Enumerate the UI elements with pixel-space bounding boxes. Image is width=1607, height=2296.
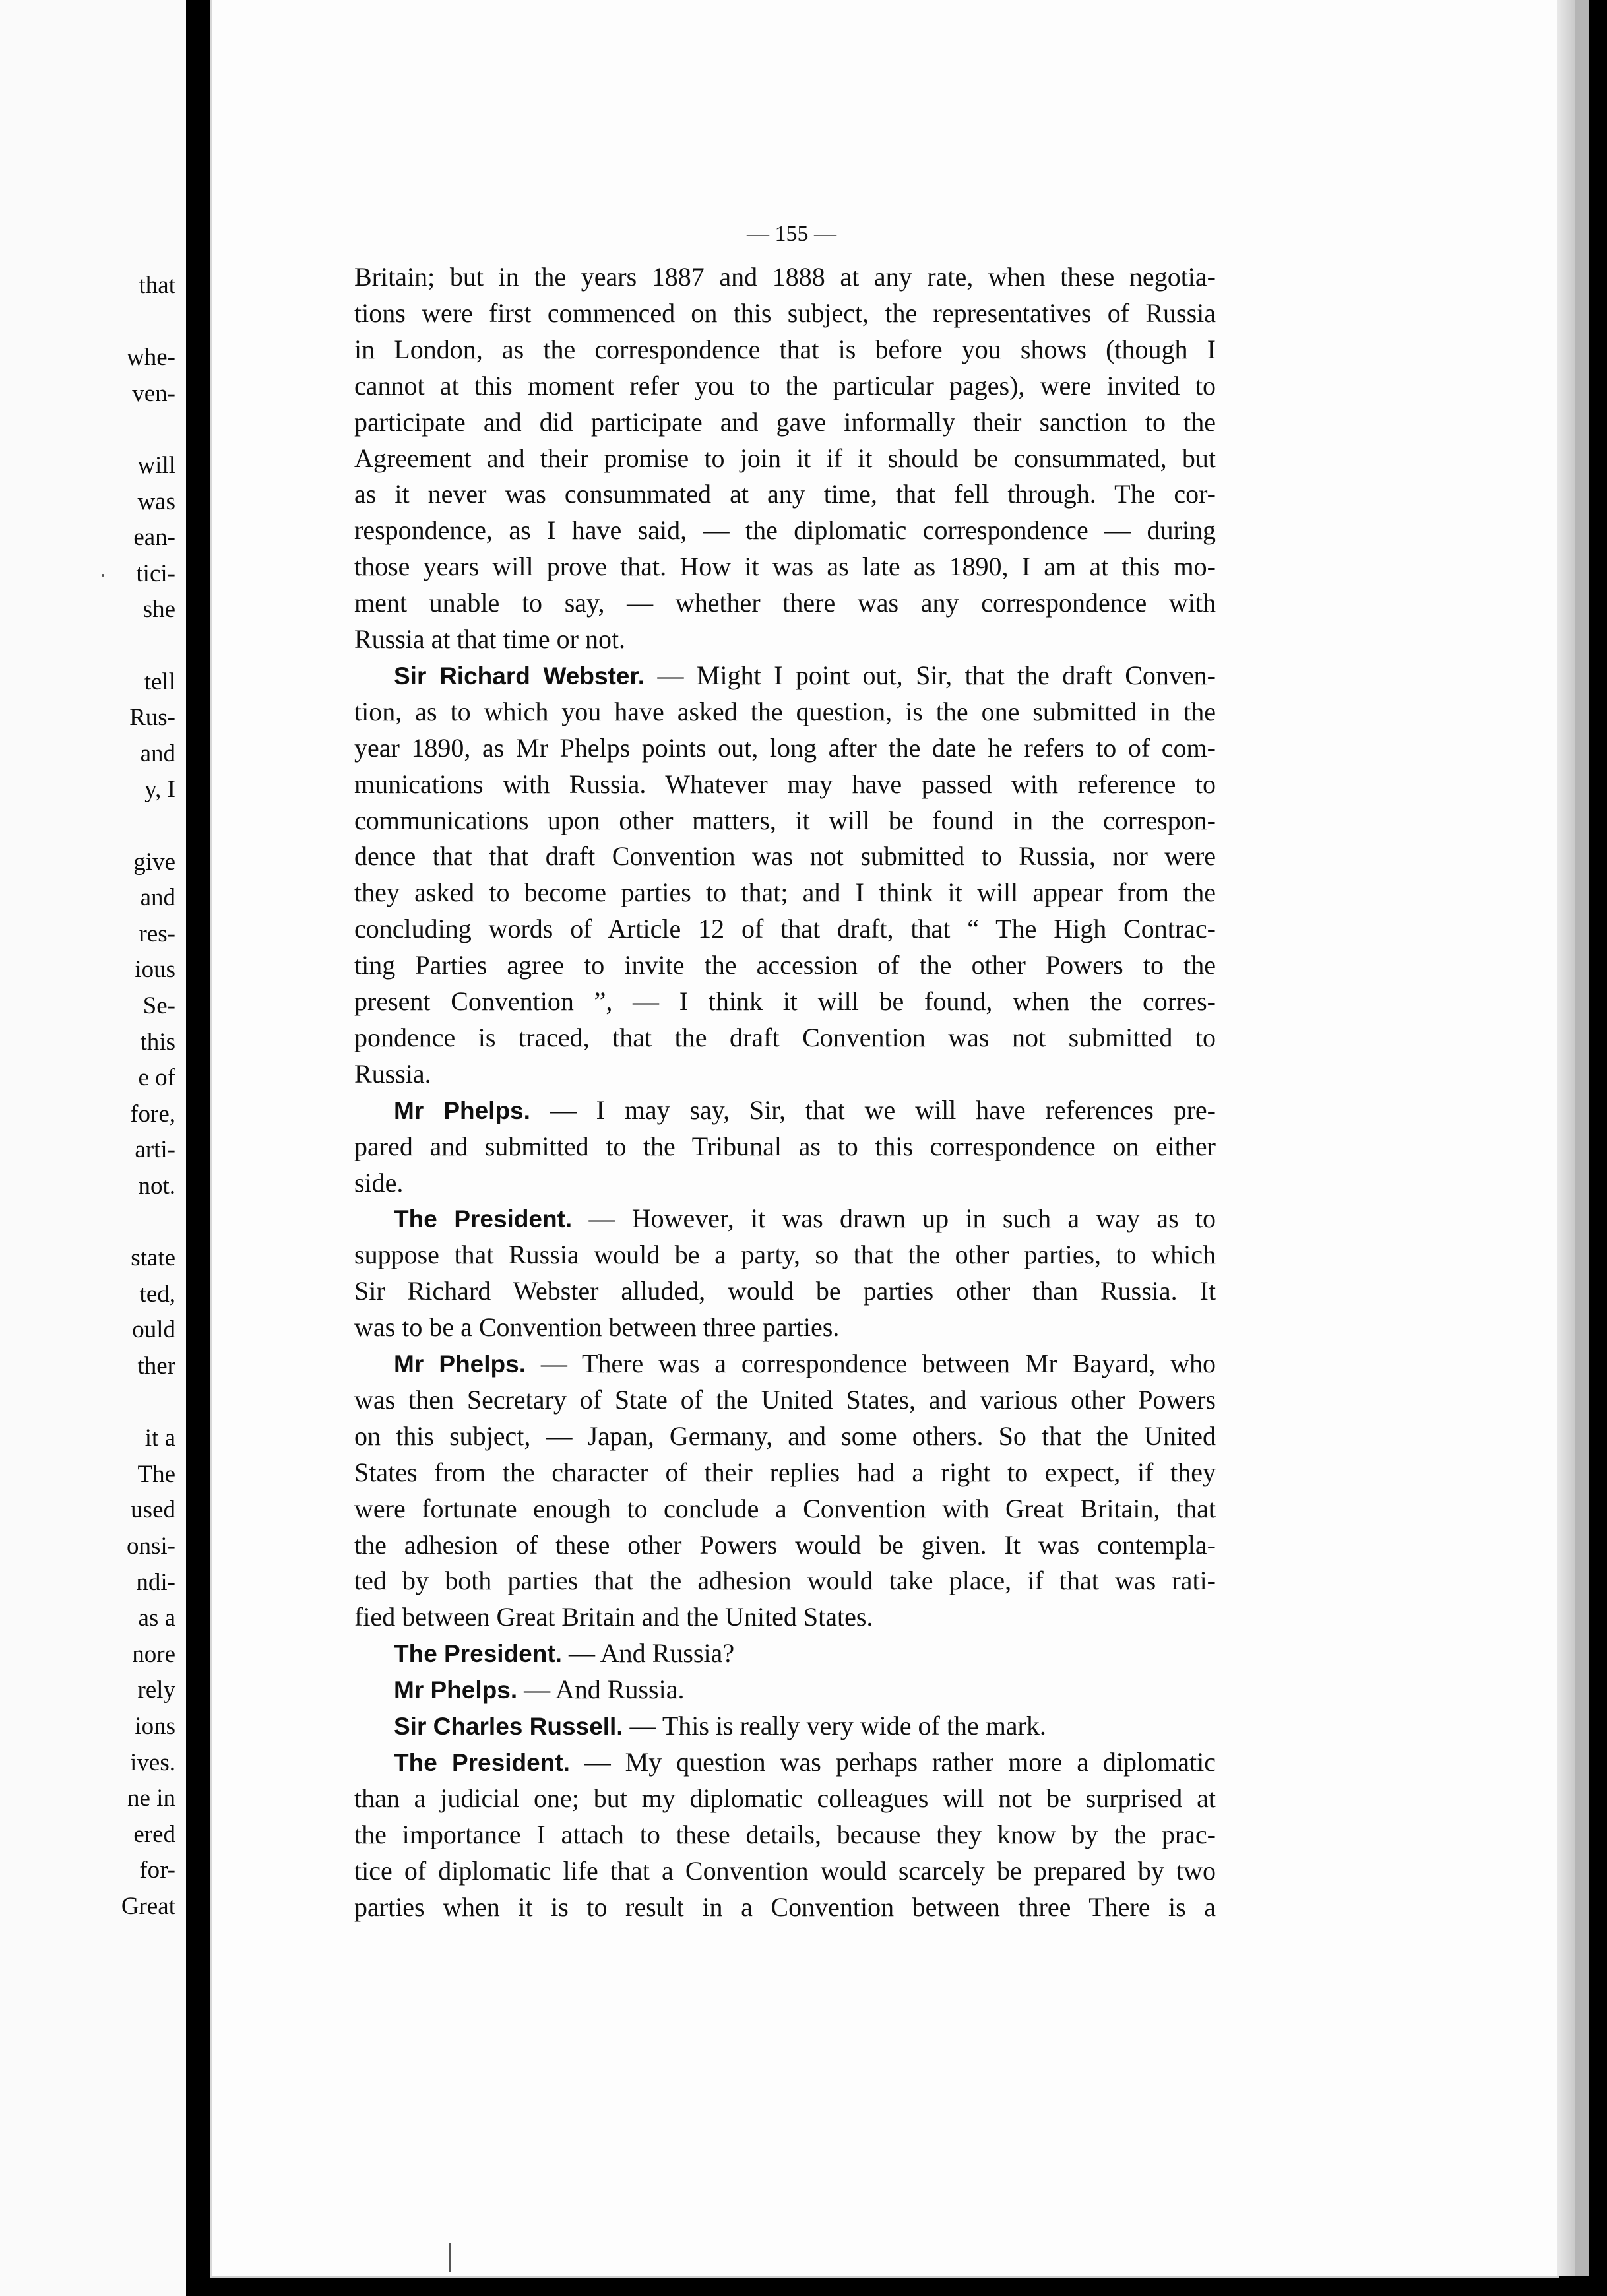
text-line	[354, 983, 1216, 1020]
text-line	[394, 657, 1216, 694]
text-line	[354, 1056, 1216, 1093]
facing-page-line: ives.	[130, 1748, 175, 1776]
text-line	[354, 259, 1216, 296]
line-text: — However, it was drawn up in such a way as to	[572, 1203, 1216, 1234]
line-text: munications with Russia. Whatever may have passed with reference to	[354, 769, 1216, 799]
facing-page-line: ered	[133, 1820, 175, 1848]
text-line	[354, 1309, 1216, 1346]
facing-page-line: e of	[138, 1064, 175, 1092]
line-text: — There was a correspondence between Mr Bayard, who	[525, 1349, 1216, 1378]
text-line	[394, 1744, 1216, 1781]
line-text: the adhesion of these other Powers would be given. It was contempla-	[354, 1529, 1216, 1560]
facing-page-line: Rus-	[129, 704, 175, 732]
line-text: cannot at this moment refer you to the particular pages), were invited to	[354, 370, 1216, 400]
text-line	[354, 1527, 1216, 1564]
text-line	[354, 1853, 1216, 1890]
text-line	[354, 1019, 1216, 1056]
facing-page-line: will	[137, 452, 175, 479]
speaker-name: Mr Phelps.	[394, 1351, 526, 1378]
line-text: Russia.	[354, 1058, 431, 1089]
text-line	[394, 1635, 1216, 1672]
line-text: Britain; but in the years 1887 and 1888 at any rate, when these negotia-	[354, 262, 1216, 292]
facing-page-line: ther	[137, 1353, 175, 1380]
line-text: — My question was perhaps rather more a diplomatic	[569, 1746, 1216, 1777]
text-line	[354, 621, 1216, 658]
text-line	[354, 766, 1216, 803]
speaker-name: The President.	[394, 1640, 562, 1668]
facing-page-line: ne in	[127, 1785, 175, 1812]
text-line	[394, 1092, 1216, 1129]
line-text: was then Secretary of State of the United States, and various other Powers	[354, 1384, 1216, 1415]
line-text: parties when it is to result in a Convention between three There is a	[354, 1892, 1216, 1922]
line-text: were fortunate enough to conclude a Convention with Great Britain, that	[354, 1493, 1216, 1523]
line-text: Russia at that time or not.	[354, 624, 626, 654]
facing-page-line: ted,	[139, 1280, 175, 1308]
text-line	[354, 295, 1216, 332]
facing-page-line: ould	[132, 1316, 175, 1344]
line-text: in London, as the correspondence that is before you shows (though I	[354, 334, 1216, 364]
line-text: respondence, as I have said, — the diplomatic correspondence — during	[354, 515, 1216, 546]
text-line	[354, 1562, 1216, 1599]
line-text: — Might I point out, Sir, that the draft Conven-	[645, 660, 1216, 690]
facing-page-line: ions	[135, 1713, 175, 1740]
facing-page-line: ven-	[132, 379, 175, 407]
ink-speck	[102, 574, 104, 577]
facing-page-line: onsi-	[127, 1533, 175, 1560]
facing-page-line: used	[131, 1496, 175, 1524]
line-text: ting Parties agree to invite the accession of the other Powers to the	[354, 950, 1216, 980]
line-text: those years will prove that. How it was as late as 1890, I am at this mo-	[354, 552, 1216, 582]
line-text: tion, as to which you have asked the question, is the one submitted in the	[354, 696, 1216, 726]
line-text: — I may say, Sir, that we will have references pre-	[530, 1095, 1216, 1125]
line-text: communications upon other matters, it will be found in the correspon-	[354, 805, 1216, 835]
facing-page-line: was	[137, 488, 175, 515]
text-line	[354, 1889, 1216, 1926]
text-line	[354, 1816, 1216, 1853]
text-line	[354, 802, 1216, 839]
line-text: Sir Richard Webster alluded, would be parties other than Russia. It	[354, 1276, 1216, 1306]
text-line	[394, 1345, 1216, 1382]
facing-page-line: res-	[139, 920, 175, 947]
facing-page-line: rely	[137, 1676, 175, 1704]
line-text: dence that that draft Convention was not submitted to Russia, nor were	[354, 841, 1216, 872]
text-line	[354, 874, 1216, 911]
text-line	[354, 947, 1216, 984]
line-text: fied between Great Britain and the United States.	[354, 1602, 873, 1632]
line-text: Agreement and their promise to join it if it should be consummated, but	[354, 443, 1216, 473]
text-line	[354, 1490, 1216, 1527]
speaker-name: Sir Richard Webster.	[394, 662, 645, 689]
line-text: States from the character of their replies had a right to expect, if they	[354, 1457, 1216, 1487]
speaker-name: The President.	[394, 1205, 573, 1233]
facing-page-line: arti-	[135, 1136, 175, 1164]
line-text: present Convention ”, — I think it will be found, when the corres-	[354, 986, 1216, 1016]
text-line	[354, 367, 1216, 404]
text-line	[354, 1418, 1216, 1455]
speaker-name: The President.	[394, 1748, 570, 1776]
text-line	[354, 404, 1216, 441]
facing-page-line: she	[142, 596, 175, 623]
line-text: — And Russia?	[561, 1638, 735, 1669]
facing-page-line: nore	[132, 1640, 175, 1668]
line-text: on this subject, — Japan, Germany, and some others. So that the United	[354, 1420, 1216, 1451]
line-text: suppose that Russia would be a party, so that the other parties, to which	[354, 1240, 1216, 1270]
facing-page-line: as a	[138, 1605, 175, 1632]
text-line	[354, 1454, 1216, 1491]
facing-page-line: Se-	[142, 992, 175, 1019]
text-line	[354, 1128, 1216, 1165]
text-line	[354, 512, 1216, 549]
facing-page-line: tell	[144, 668, 175, 695]
line-text: pondence is traced, that the draft Convention was not submitted to	[354, 1022, 1216, 1052]
facing-page-line: state	[131, 1244, 175, 1272]
facing-page-line: whe-	[127, 344, 175, 371]
facing-page-line: Great	[121, 1893, 175, 1920]
facing-page-line: The	[137, 1460, 175, 1488]
facing-page-line: that	[139, 272, 175, 299]
page-edge-shadow	[1557, 0, 1575, 2276]
facing-page-fragment	[0, 0, 186, 2296]
facing-page-line: y, I	[144, 776, 175, 804]
speaker-name: Mr Phelps.	[394, 1676, 518, 1704]
text-line	[354, 548, 1216, 585]
line-text: ment unable to say, — whether there was any correspondence with	[354, 588, 1216, 618]
line-text: — And Russia.	[517, 1674, 685, 1705]
text-line	[354, 440, 1216, 477]
facing-page-line: ndi-	[136, 1568, 175, 1596]
facing-page-line: for-	[139, 1857, 175, 1884]
page-number: — 155 —	[747, 222, 836, 246]
line-text: was to be a Convention between three parties.	[354, 1312, 840, 1343]
facing-page-line: ious	[135, 956, 175, 984]
facing-page-line: give	[133, 848, 175, 876]
book-gutter	[186, 0, 210, 2296]
text-line	[354, 331, 1216, 368]
text-line	[354, 1599, 1216, 1636]
facing-page-line: fore,	[130, 1100, 175, 1128]
text-line	[354, 1780, 1216, 1817]
text-line	[354, 585, 1216, 622]
facing-page-line: it a	[144, 1424, 175, 1452]
facing-page-line: and	[140, 740, 175, 767]
facing-page-line: this	[140, 1028, 175, 1056]
line-text: participate and did participate and gave informally their sanction to the	[354, 406, 1216, 437]
text-line	[394, 1200, 1216, 1237]
speaker-name: Sir Charles Russell.	[394, 1713, 623, 1740]
line-text: tions were first commenced on this subject, the representatives of Russia	[354, 298, 1216, 328]
text-line	[354, 1164, 1216, 1201]
text-line	[354, 693, 1216, 730]
page-edge	[1575, 0, 1589, 2276]
line-text: side.	[354, 1167, 404, 1197]
text-line	[354, 1236, 1216, 1273]
text-line	[394, 1671, 1216, 1708]
line-text: they asked to become parties to that; and I think it will appear from the	[354, 877, 1216, 908]
text-line	[354, 1273, 1216, 1310]
line-text: tice of diplomatic life that a Convention would scarcely be prepared by two	[354, 1855, 1216, 1886]
speaker-name: Mr Phelps.	[394, 1097, 530, 1124]
text-line	[354, 730, 1216, 767]
line-text: pared and submitted to the Tribunal as to this correspondence on either	[354, 1131, 1216, 1161]
text-line	[394, 1707, 1216, 1744]
facing-page-line: ean-	[133, 524, 175, 552]
text-line	[354, 476, 1216, 513]
scan-artifact	[449, 2243, 451, 2272]
line-text: concluding words of Article 12 of that draft, that “ The High Contrac-	[354, 914, 1216, 944]
text-line	[354, 910, 1216, 947]
line-text: as it never was consummated at any time, that fell through. The cor-	[354, 479, 1216, 509]
line-text: year 1890, as Mr Phelps points out, long after the date he refers to of com-	[354, 732, 1216, 763]
facing-page-line: and	[140, 884, 175, 912]
line-text: than a judicial one; but my diplomatic colleagues will not be surprised at	[354, 1783, 1216, 1813]
line-text: — This is really very wide of the mark.	[623, 1711, 1046, 1740]
facing-page-line: not.	[138, 1172, 175, 1199]
text-line	[354, 1382, 1216, 1419]
facing-page-line: tici-	[136, 559, 175, 587]
text-line	[354, 838, 1216, 875]
line-text: ted by both parties that the adhesion would take place, if that was rati-	[354, 1566, 1216, 1596]
line-text: the importance I attach to these details, because they know by the prac-	[354, 1819, 1216, 1849]
